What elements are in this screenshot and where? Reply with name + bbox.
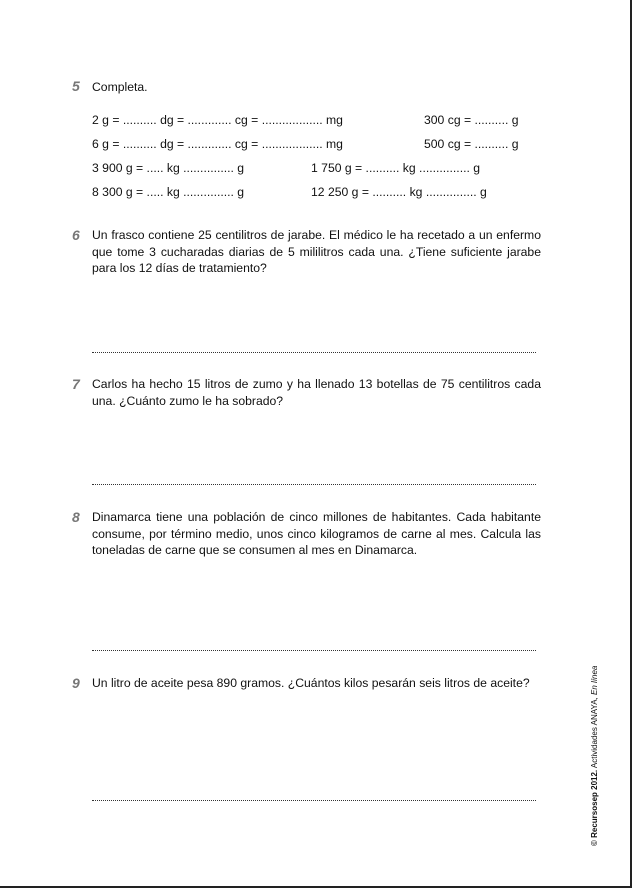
conversion-right: 300 cg = .......... g — [424, 113, 519, 127]
question-7 — [72, 376, 542, 416]
conversion-row — [92, 112, 552, 128]
question-9 — [72, 675, 542, 715]
conversion-left: 2 g = .......... dg = ............. cg = .................. mg — [92, 113, 343, 127]
credit-publisher: © Recursosep 2012. — [590, 769, 599, 846]
question-statement: Un frasco contiene 25 centilitros de jarabe. El médico le ha recetado a un enfermo que tome 3 cucharadas diarias de 5 mililitros cada una. ¿Tiene suficiente jarabe para los 12 días de tratamiento? — [92, 228, 541, 275]
conversion-right: 1 750 g = .......... kg ............... g — [311, 161, 481, 175]
question-6 — [72, 227, 542, 287]
credit-source: Actividades ANAYA, — [590, 697, 599, 769]
question-statement: Un litro de aceite pesa 890 gramos. ¿Cuántos kilos pesarán seis litros de aceite? — [92, 676, 530, 690]
answer-line[interactable] — [92, 650, 536, 651]
credit-online: En línea — [590, 665, 599, 695]
question-number: 8 — [72, 509, 80, 525]
conversion-left: 8 300 g = ..... kg ............... g — [92, 185, 245, 199]
question-statement: Dinamarca tiene una población de cinco millones de habitantes. Cada habitante consume, por término medio, unos cinco kilogramos de carne al mes. Calcula las toneladas de carne que se consumen al mes en Dinamarca. — [92, 510, 541, 557]
answer-line[interactable] — [92, 800, 536, 801]
conversion-left: 3 900 g = ..... kg ............... g — [92, 161, 245, 175]
question-statement: Carlos ha hecho 15 litros de zumo y ha llenado 13 botellas de 75 centilitros cada una. ¿Cuánto zumo le ha sobrado? — [92, 377, 541, 408]
conversion-right: 500 cg = .......... g — [424, 137, 519, 151]
question-5 — [72, 78, 542, 208]
conversion-left: 6 g = .......... dg = ............. cg = .................. mg — [92, 137, 343, 151]
answer-line[interactable] — [92, 484, 536, 485]
question-number: 6 — [72, 227, 80, 243]
conversion-row — [92, 160, 552, 176]
conversion-row — [92, 136, 552, 152]
conversion-row — [92, 184, 552, 200]
question-number: 7 — [72, 376, 80, 392]
answer-line[interactable] — [92, 352, 536, 353]
question-8 — [72, 509, 542, 579]
question-number: 9 — [72, 675, 80, 691]
conversion-right: 12 250 g = .......... kg ............... g — [311, 185, 487, 199]
question-number: 5 — [72, 78, 80, 94]
copyright-credit — [590, 666, 599, 846]
question-statement: Completa. — [92, 80, 148, 94]
